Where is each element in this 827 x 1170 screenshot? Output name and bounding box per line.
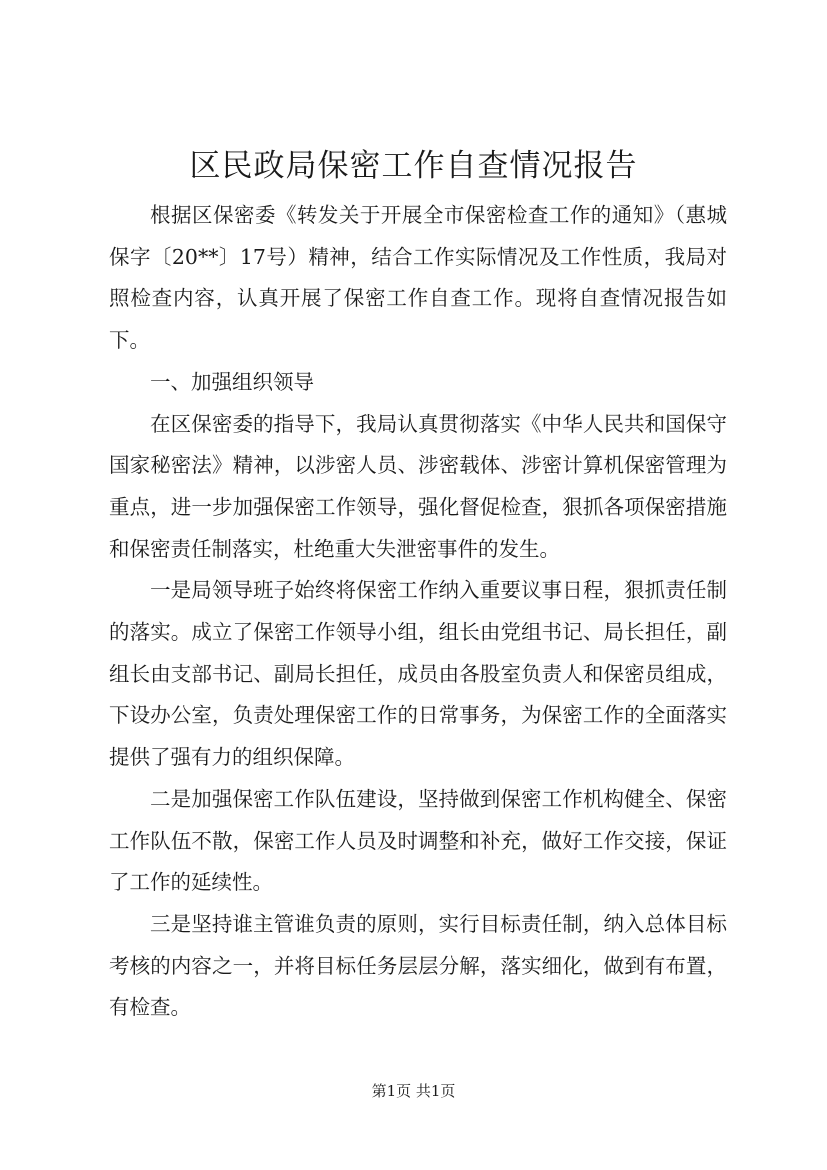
section-heading: 一、加强组织领导 <box>150 369 314 394</box>
page-footer: 第1页 共1页 <box>371 1082 456 1100</box>
paragraph-point-one: 一是局领导班子始终将保密工作纳入重要议事日程，狠抓责任制的落实。成立了保密工作领导小组，组长由党组书记、局长担任，副组长由支部书记、副局长担任，成员由各股室负责人和保密员组成，下设办公室，负责处理保密工作的日常事务，为保密工作的全面落实提供了强有力的组织保障。 <box>109 578 727 770</box>
paragraph-point-three: 三是坚持谁主管谁负责的原则，实行目标责任制，纳入总体目标考核的内容之一，并将目标任务层层分解，落实细化，做到有布置，有检查。 <box>109 911 727 1020</box>
document-body <box>109 195 727 1029</box>
paragraph-intro: 根据区保密委《转发关于开展全市保密检查工作的通知》（惠城保字〔20**〕17号）精神，结合工作实际情况及工作性质，我局对照检查内容，认真开展了保密工作自查工作。现将自查情况报告如下。 <box>109 203 727 353</box>
paragraph-point-two: 二是加强保密工作队伍建设，坚持做到保密工作机构健全、保密工作队伍不散，保密工作人员及时调整和补充，做好工作交接，保证了工作的延续性。 <box>109 786 727 895</box>
document-title: 区民政局保密工作自查情况报告 <box>189 148 638 184</box>
paragraph-guidance: 在区保密委的指导下，我局认真贯彻落实《中华人民共和国保守国家秘密法》精神，以涉密人员、涉密载体、涉密计算机保密管理为重点，进一步加强保密工作领导，强化督促检查，狠抓各项保密措施和保密责任制落实，杜绝重大失泄密事件的发生。 <box>109 411 727 561</box>
